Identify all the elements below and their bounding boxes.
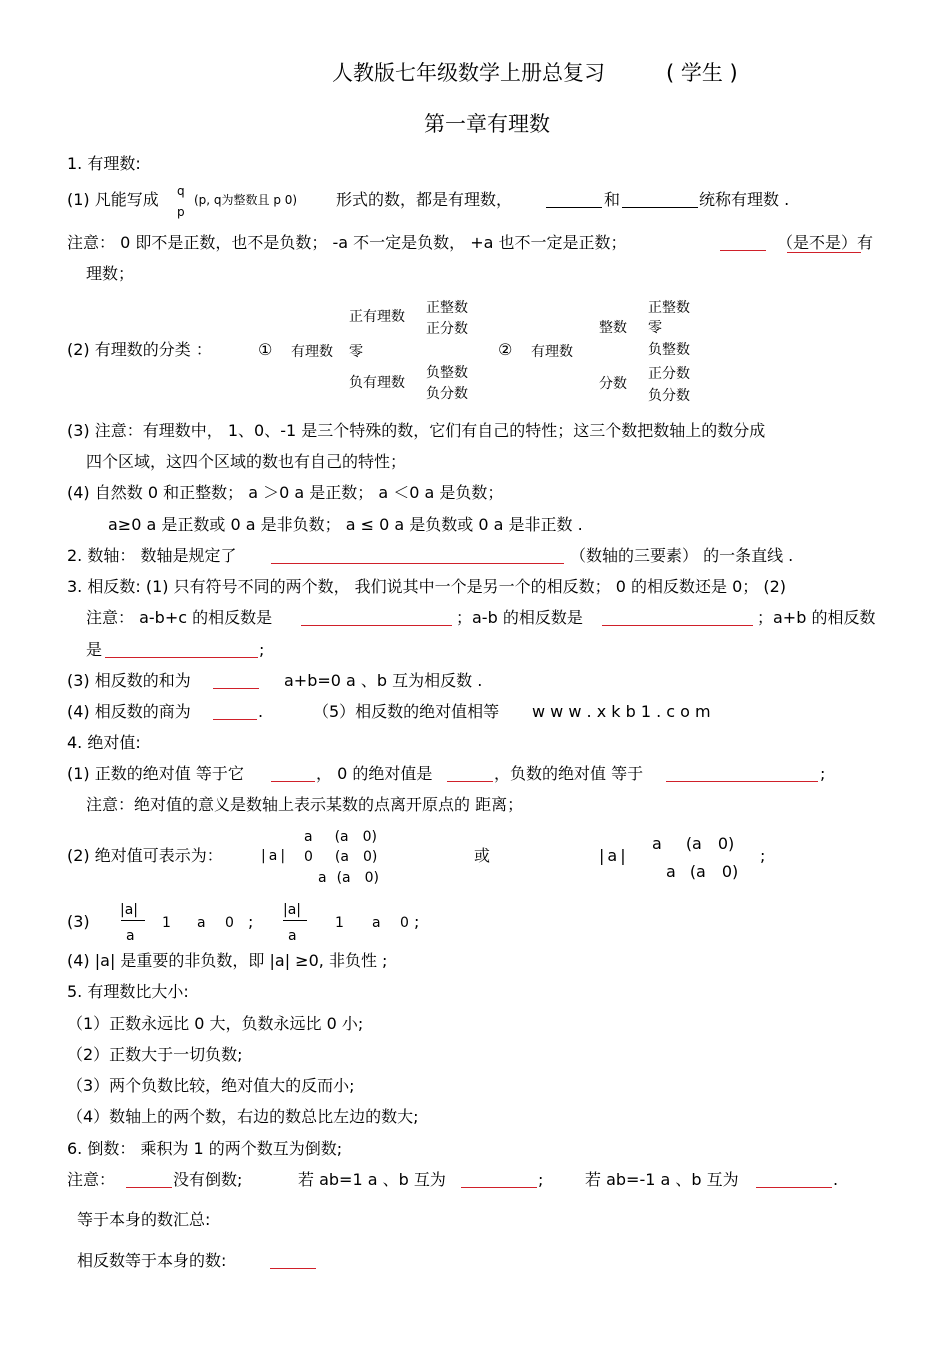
cls1-pos-int: 正整数	[426, 300, 468, 316]
note-underline	[787, 252, 861, 253]
s1-p3-a: (3) 注意：有理数中， 1、0、-1 是三个特殊的数，它们有自己的特性；这三个数把数轴上的数分成	[67, 421, 766, 440]
piece-1-cond: (a	[334, 829, 349, 845]
ratio-1-semi: ;	[248, 912, 254, 931]
s2-blank	[271, 546, 564, 569]
section-6-heading: 6. 倒数： 乘积为 1 的两个数互为倒数;	[67, 1139, 343, 1158]
s3-blank-1	[301, 608, 452, 631]
ratio-1-num: |a|	[120, 902, 139, 918]
cls1-neg-frac: 负分数	[426, 386, 468, 402]
cls2-neg-frac: 负分数	[648, 388, 690, 404]
s4-b: 注意：绝对值的意义是数轴上表示某数的点离开原点的 距离；	[86, 795, 524, 814]
s1-note-blank	[720, 233, 766, 256]
ratio-2-a: a	[372, 915, 381, 931]
s3-blank-4	[213, 671, 259, 694]
s3-e3: （5）相反数的绝对值相等	[313, 702, 500, 721]
s4-a3: ，负数的绝对值 等于	[494, 764, 644, 783]
s5-item-1: （1）正数永远比 0 大，负数永远比 0 小;	[67, 1014, 364, 1033]
fraction-denominator: p	[177, 205, 185, 219]
piece-2-val: 0	[304, 849, 313, 865]
opposite-self-label: 相反数等于本身的数:	[77, 1251, 227, 1270]
s3-e4: w w w . x k b 1 . c o m	[532, 702, 711, 721]
section-1-heading: 1. 有理数:	[67, 154, 141, 173]
cls2-zero: 零	[648, 320, 662, 336]
s4-a2: ， 0 的绝对值是	[316, 764, 433, 783]
ratio-1-zero: 0	[225, 915, 234, 931]
s4-a4: ;	[820, 764, 826, 783]
s4-blank-1	[271, 764, 315, 787]
s1-p1-a: (1) 凡能写成	[67, 190, 159, 209]
s3-blank-5	[213, 702, 257, 725]
s1-note-a: 注意： 0 即不是正数，也不是负数； -a 不一定是负数， +a 也不一定是正数；	[67, 233, 627, 252]
ratio-1-one: 1	[162, 915, 171, 931]
s1-note-c: 理数；	[86, 264, 135, 283]
chapter-title: 第一章有理数	[424, 112, 550, 136]
s1-blank-2	[622, 190, 698, 213]
s3-e2: .	[258, 702, 264, 721]
cls1-pos-frac: 正分数	[426, 321, 468, 337]
s5-item-2: （2）正数大于一切负数;	[67, 1045, 243, 1064]
s3-b1: 注意： a-b+c 的相反数是	[86, 608, 273, 627]
s1-p1-and: 和	[604, 190, 621, 209]
abs-var: a	[268, 848, 278, 864]
s1-p3-b: 四个区域，这四个区域的数也有自己的特性；	[86, 452, 407, 471]
s4-blank-2	[447, 764, 493, 787]
piece-2-cond: (a	[334, 849, 349, 865]
alt-1-cond: (a	[685, 834, 702, 853]
s6-a1: 注意：	[67, 1170, 116, 1189]
s1-p4-b: a≥0 a 是正数或 0 a 是非负数； a ≤ 0 a 是负数或 0 a 是非正数 .	[108, 515, 583, 534]
ratio-2-bar	[283, 920, 307, 921]
title-tag: ( 学生 )	[666, 61, 738, 85]
s4-c-label: (2) 绝对值可表示为：	[67, 846, 223, 865]
s6-a6: .	[833, 1170, 839, 1189]
cls2-fraction: 分数	[599, 376, 627, 392]
ratio-2-num: |a|	[283, 902, 302, 918]
s1-note-b	[777, 233, 873, 253]
s1-p4-a: (4) 自然数 0 和正整数； a ＞0 a 是正数； a ＜0 a 是负数；	[67, 483, 504, 502]
s6-a5: 若 ab=-1 a 、b 互为	[585, 1170, 739, 1189]
cls2-root: 有理数	[531, 344, 573, 360]
s3-d2: a+b=0 a 、b 互为相反数 .	[284, 671, 483, 690]
piece-2-rhs: 0)	[362, 849, 378, 865]
ratio-2-semi: ;	[414, 912, 420, 931]
s5-item-4: （4）数轴上的两个数，右边的数总比左边的数大;	[67, 1107, 419, 1126]
s4-e: (4) |a| 是重要的非负数，即 |a| ≥0, 非负性 ;	[67, 951, 388, 970]
ratio-1-a: a	[197, 915, 206, 931]
section-3-a: 3. 相反数: (1) 只有符号不同的两个数， 我们说其中一个是另一个的相反数； 0 的相反数还是 0； (2)	[67, 577, 787, 596]
classification-label: (2) 有理数的分类 ：	[67, 340, 212, 359]
s3-b2: ；a-b 的相反数是	[456, 608, 583, 627]
s4-d-label: (3)	[67, 912, 90, 931]
piece-1-rhs: 0)	[362, 829, 378, 845]
s6-a3: 若 ab=1 a 、b 互为	[298, 1170, 446, 1189]
ratio-2-one: 1	[335, 915, 344, 931]
piece-3-val: a	[318, 870, 327, 886]
s1-blank-1	[546, 190, 602, 213]
cls2-neg-int: 负整数	[648, 342, 690, 358]
s6-blank-3	[756, 1170, 832, 1193]
piece-3-cond: (a	[336, 870, 351, 886]
s3-b3: ；a+b 的相反数	[757, 608, 876, 627]
s4-a1: (1) 正数的绝对值 等于它	[67, 764, 244, 783]
piece-row-1	[304, 827, 377, 847]
cls2-integer: 整数	[599, 320, 627, 336]
cls1-mark: ①	[258, 340, 273, 359]
s1-note-b-text: （是不是）有	[777, 233, 874, 252]
fraction-condition: (p, q为整数且 p 0)	[194, 193, 298, 207]
abs-bar-left: | a |	[261, 848, 286, 864]
cls2-mark: ②	[498, 340, 513, 359]
piece-1-val: a	[304, 829, 313, 845]
ratio-2-den: a	[288, 928, 297, 944]
s3-c1: 是	[86, 640, 103, 659]
summary-heading: 等于本身的数汇总:	[77, 1210, 211, 1229]
ratio-1-den: a	[126, 928, 135, 944]
abs-var-2: a	[607, 846, 618, 865]
s4-semicolon: ;	[760, 846, 766, 865]
cls1-neg-int: 负整数	[426, 365, 468, 381]
alt-1-rhs: 0)	[717, 834, 735, 853]
s6-a2: 没有倒数;	[173, 1170, 243, 1189]
section-4-heading: 4. 绝对值:	[67, 733, 141, 752]
cls1-root: 有理数	[291, 344, 333, 360]
abs-bar-right: | a |	[599, 846, 626, 865]
fraction-numerator: q	[177, 184, 185, 198]
alt-row-1	[652, 834, 734, 854]
alt-1-val: a	[652, 834, 662, 853]
section-5-heading: 5. 有理数比大小:	[67, 982, 189, 1001]
or-word: 或	[474, 846, 491, 865]
ratio-1-bar	[121, 920, 145, 921]
s6-blank-2	[461, 1170, 537, 1193]
alt-2-cond: (a	[689, 862, 706, 881]
cls2-pos-frac: 正分数	[648, 366, 690, 382]
cls1-negative: 负有理数	[349, 375, 405, 391]
alt-2-val: a	[666, 862, 676, 881]
s1-p1-b: 形式的数，都是有理数，	[336, 190, 513, 209]
s6-a4: ;	[538, 1170, 544, 1189]
section-2-b: （数轴的三要素） 的一条直线 .	[570, 546, 794, 565]
s1-p1-c: 统称有理数 .	[699, 190, 790, 209]
ratio-2-zero: 0	[400, 915, 409, 931]
piece-3-rhs: 0)	[364, 870, 380, 886]
s3-d1: (3) 相反数的和为	[67, 671, 191, 690]
cls2-pos-int: 正整数	[648, 300, 690, 316]
cls1-zero: 零	[349, 344, 363, 360]
piece-row-2	[304, 847, 377, 867]
document-title: 人教版七年级数学上册总复习	[332, 61, 605, 85]
piece-row-3	[318, 868, 379, 888]
s3-blank-2	[602, 608, 753, 631]
s4-blank-3	[666, 764, 818, 787]
s5-item-3: （3）两个负数比较，绝对值大的反而小;	[67, 1076, 355, 1095]
s3-c2: ;	[259, 640, 265, 659]
section-2-a: 2. 数轴： 数轴是规定了	[67, 546, 237, 565]
s3-e1: (4) 相反数的商为	[67, 702, 191, 721]
cls1-positive: 正有理数	[349, 309, 405, 325]
alt-row-2	[666, 862, 738, 882]
s6-blank-1	[126, 1170, 172, 1193]
alt-2-rhs: 0)	[721, 862, 739, 881]
s6-blank-4	[270, 1251, 316, 1274]
s3-blank-3	[105, 640, 258, 663]
